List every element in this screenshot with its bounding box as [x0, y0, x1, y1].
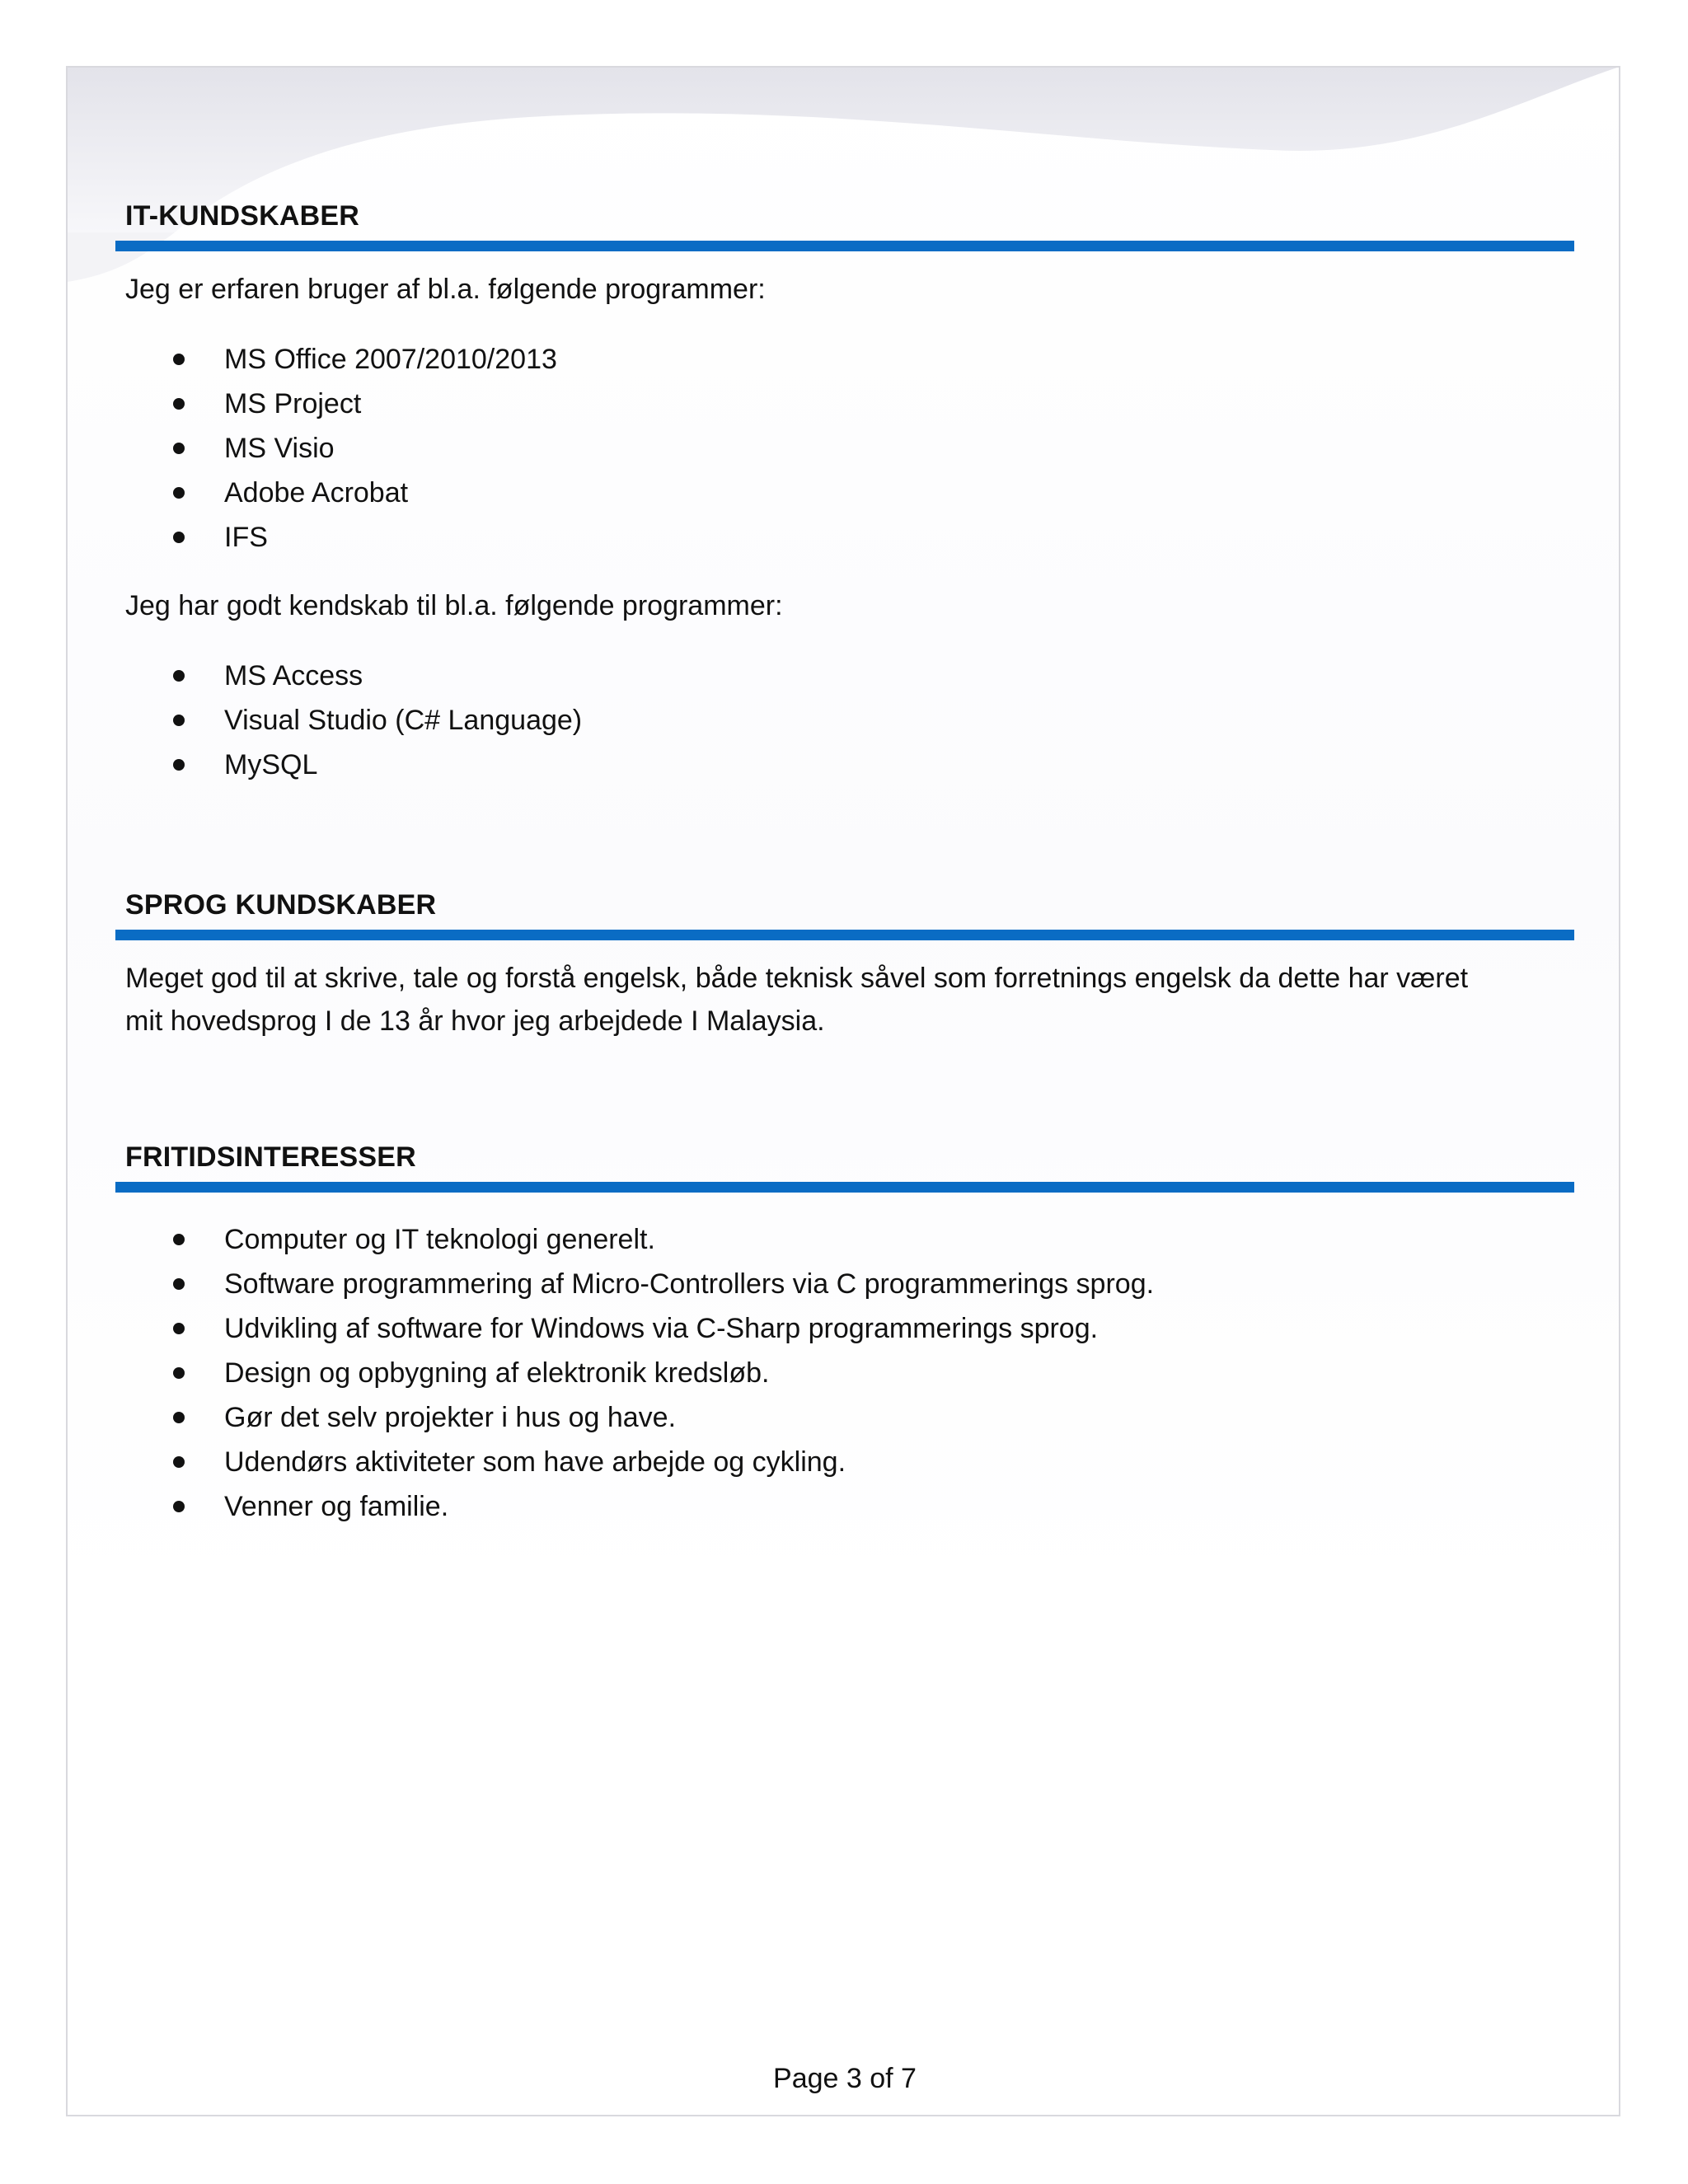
sprog-text-line-2: mit hovedsprog I de 13 år hvor jeg arbejdede I Malaysia. [125, 1005, 825, 1037]
bullet-icon [173, 1367, 185, 1379]
list-item-text: Software programmering af Micro-Controllers via C programmerings sprog. [224, 1268, 1155, 1300]
bullet-icon [173, 1501, 185, 1512]
list-item [173, 1484, 1574, 1529]
list-item-text: Design og opbygning af elektronik kredsløb. [224, 1357, 770, 1389]
section-title-sprog: SPROG KUNDSKABER [125, 889, 437, 921]
list-item [173, 1395, 1574, 1440]
list-item [173, 337, 1574, 382]
list-item [173, 654, 1574, 698]
list-item-text: Gør det selv projekter i hus og have. [224, 1402, 677, 1433]
section-divider-sprog [115, 930, 1574, 940]
it-good-list [115, 654, 1574, 787]
bullet-icon [173, 1234, 185, 1245]
section-title-fritid: FRITIDSINTERESSER [125, 1141, 416, 1173]
bullet-icon [173, 1412, 185, 1423]
document-page [66, 66, 1620, 2116]
section-title-it: IT-KUNDSKABER [125, 200, 360, 232]
bullet-icon [173, 532, 185, 543]
list-item [173, 471, 1574, 515]
list-item [173, 426, 1574, 471]
list-item-text: MS Access [224, 660, 363, 691]
page-number: Page 3 of 7 [773, 2063, 917, 2094]
list-item-text: Udvikling af software for Windows via C-Sharp programmerings sprog. [224, 1313, 1099, 1344]
bullet-icon [173, 1456, 185, 1468]
list-item [173, 1351, 1574, 1395]
list-item [173, 1262, 1574, 1306]
list-item-text: Visual Studio (C# Language) [224, 705, 583, 736]
bullet-icon [173, 354, 185, 365]
bullet-icon [173, 759, 185, 771]
list-item [173, 515, 1574, 560]
list-item [173, 1440, 1574, 1484]
bullet-icon [173, 670, 185, 682]
list-item [173, 1217, 1574, 1262]
list-item [173, 382, 1574, 426]
list-item-text: Udendørs aktiviteter som have arbejde og cykling. [224, 1446, 846, 1478]
list-item-text: Venner og familie. [224, 1491, 449, 1522]
bullet-icon [173, 715, 185, 726]
list-item-text: MS Project [224, 388, 362, 419]
section-hobbies [115, 1141, 1574, 1529]
bullet-icon [173, 487, 185, 499]
list-item-text: MS Visio [224, 433, 335, 464]
sprog-text-line-1: Meget god til at skrive, tale og forstå engelsk, både teknisk såvel som forretnings engelsk da dette har været [125, 963, 1469, 994]
bullet-icon [173, 443, 185, 454]
it-expert-list [115, 337, 1574, 560]
it-intro-expert: Jeg er erfaren bruger af bl.a. følgende programmer: [125, 274, 766, 305]
list-item-text: IFS [224, 522, 268, 553]
section-divider-it [115, 241, 1574, 251]
bullet-icon [173, 398, 185, 410]
hobbies-list [115, 1217, 1574, 1529]
section-language-skills [115, 888, 1574, 1043]
bullet-icon [173, 1278, 185, 1290]
bullet-icon [173, 1323, 185, 1334]
list-item [173, 743, 1574, 787]
list-item-text: MS Office 2007/2010/2013 [224, 344, 557, 375]
list-item-text: Adobe Acrobat [224, 477, 409, 509]
section-it-skills [115, 199, 1574, 787]
list-item [173, 698, 1574, 743]
it-intro-good: Jeg har godt kendskab til bl.a. følgende programmer: [125, 590, 783, 621]
list-item [173, 1306, 1574, 1351]
list-item-text: MySQL [224, 749, 318, 780]
list-item-text: Computer og IT teknologi generelt. [224, 1224, 655, 1255]
section-divider-fritid [115, 1182, 1574, 1193]
